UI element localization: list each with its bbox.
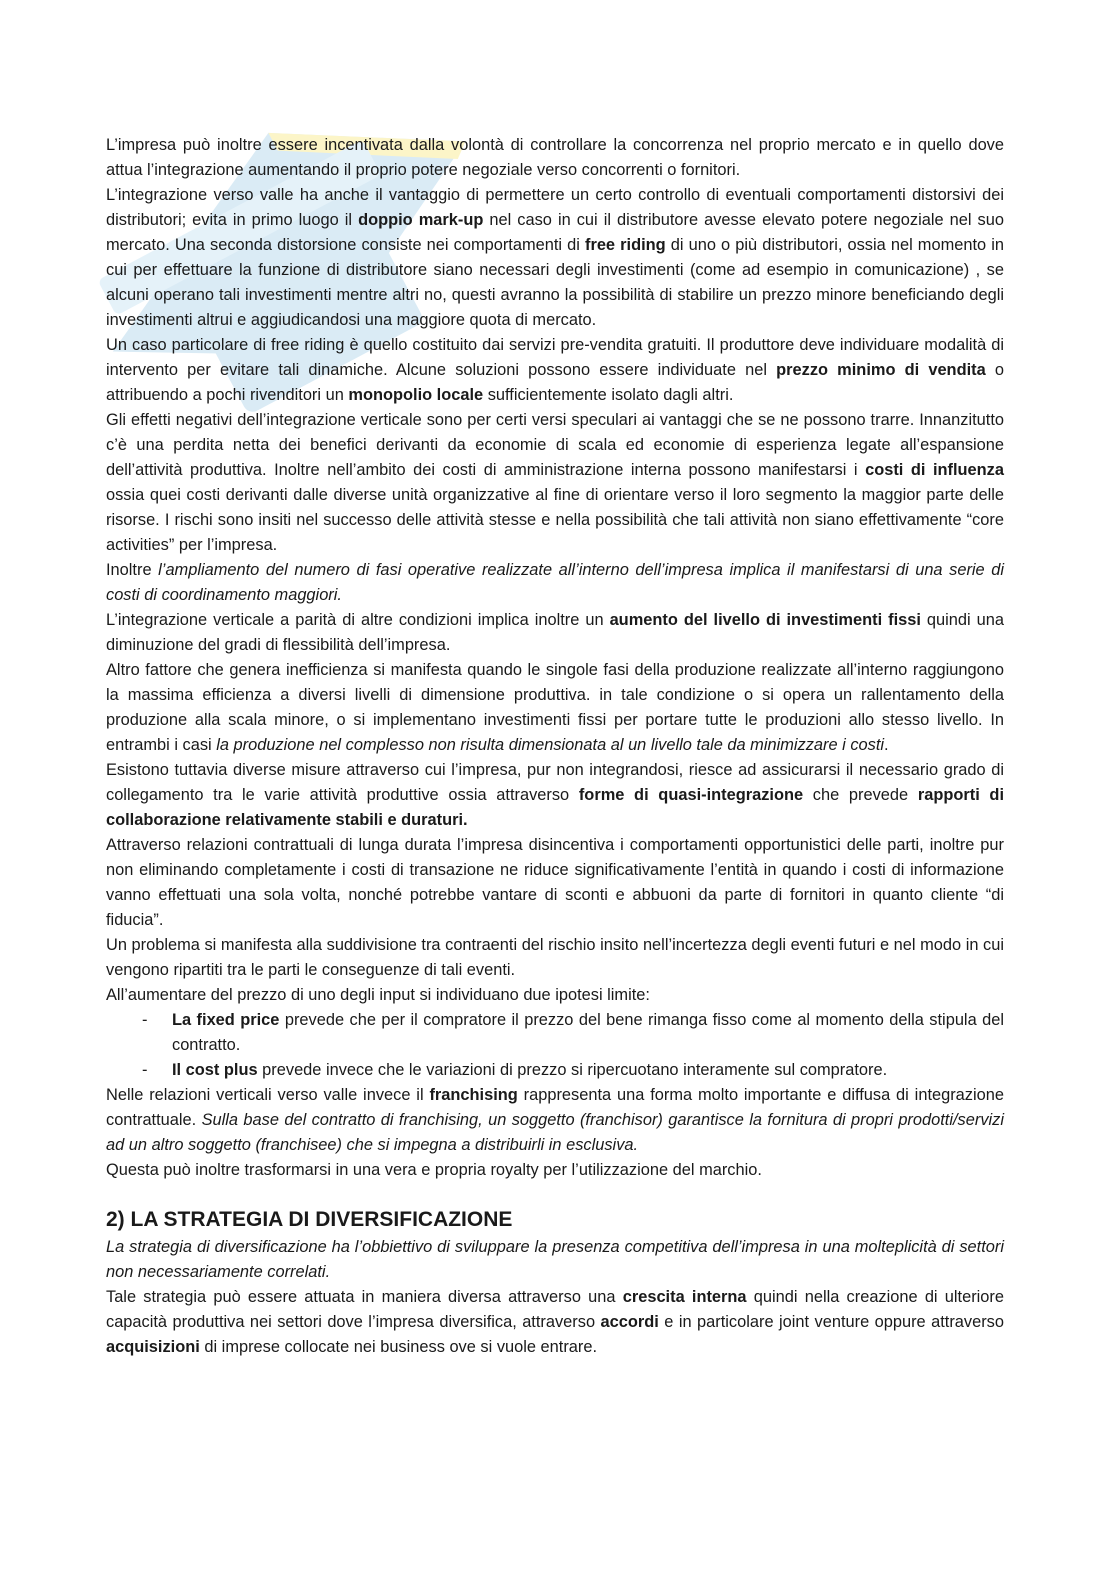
section-heading: 2) LA STRATEGIA DI DIVERSIFICAZIONE xyxy=(106,1208,513,1231)
paragraph xyxy=(106,183,1004,333)
text-run: . xyxy=(884,736,889,754)
paragraph xyxy=(106,1158,1004,1183)
document-page xyxy=(106,133,1004,1360)
text-run: quindi nella creazione di ulteriore capacità produttiva nei settori dove l’impresa diversifica, attraverso xyxy=(106,1288,1005,1331)
text-run: quindi una diminuzione del gradi di flessibilità dell’impresa. xyxy=(106,611,1004,654)
bullet-dash: - xyxy=(142,1011,148,1029)
text-run: prevede invece che le variazioni di prezzo si ripercuotano interamente sul compratore. xyxy=(257,1061,888,1079)
text-run: prevede che per il compratore il prezzo del bene rimanga fisso come al momento della stipula del contratto. xyxy=(172,1011,1004,1054)
text-run: Esistono tuttavia diverse misure attraverso cui l’impresa, pur non integrandosi, riesce ad assicurarsi il necessario grado di collegamento tra le varie attività produttive ossia attraverso xyxy=(106,761,1004,804)
italic-text: la produzione nel complesso non risulta dimensionata al un livello tale da minimizzare i costi xyxy=(216,736,885,754)
section-paragraphs xyxy=(106,1235,1004,1360)
paragraph xyxy=(106,1235,1004,1285)
list-item xyxy=(142,1008,1004,1058)
text-run: Tale strategia può essere attuata in maniera diversa attraverso una xyxy=(106,1288,623,1306)
text-run: rappresenta una forma molto importante e diffusa di integrazione contrattuale. xyxy=(106,1086,1004,1129)
bold-text: crescita interna xyxy=(622,1288,747,1306)
bold-text: rapporti di collaborazione relativamente stabili e duraturi. xyxy=(106,786,1004,829)
text-run: Questa può inoltre trasformarsi in una vera e propria royalty per l’utilizzazione del marchio. xyxy=(106,1161,762,1179)
text-run: All’aumentare del prezzo di uno degli input si individuano due ipotesi limite: xyxy=(106,986,650,1004)
paragraph xyxy=(106,408,1004,558)
text-run: nel caso in cui il distributore avesse elevato potere negoziale nel suo mercato. Una seconda distorsione consiste nei comportamenti di xyxy=(106,211,1004,254)
paragraph xyxy=(106,608,1004,658)
text-run: sufficientemente isolato dagli altri. xyxy=(483,386,734,404)
text-run: L’integrazione verso valle ha anche il vantaggio di permettere un certo controllo di eventuali comportamenti distorsivi dei distributori; evita in primo luogo il xyxy=(106,186,1004,229)
paragraph xyxy=(106,1083,1004,1158)
bold-text: doppio mark-up xyxy=(358,211,484,229)
text-run: L’impresa può inoltre essere incentivata dalla volontà di controllare la concorrenza nel proprio mercato e in quello dove attua l’integrazione aumentando il proprio potere negoziale verso concorrenti o fornitori. xyxy=(106,136,1004,179)
bold-text: forme di quasi-integrazione xyxy=(578,786,804,804)
bold-text: monopolio locale xyxy=(348,386,484,404)
after-bullets-paragraphs xyxy=(106,1083,1004,1183)
bold-text: prezzo minimo di vendita xyxy=(776,361,986,379)
text-run: Inoltre xyxy=(106,561,159,579)
text-run: Attraverso relazioni contrattuali di lunga durata l’impresa disincentiva i comportamenti opportunistici delle parti, inoltre pur non eliminando completamente i costi di transazione ne riduce significativamente l’entità in quando i costi di informazione vanno effettuati una sola volta, nonché potrebbe vantare di sconti e abbuoni da parte di fornitori in quanto cliente “di fiducia”. xyxy=(106,836,1004,929)
text-run: Un caso particolare di free riding è quello costituito dai servizi pre-vendita gratuiti. Il produttore deve individuare modalità di intervento per evitare tali dinamiche. Alcune soluzioni possono essere individuate nel xyxy=(106,336,1004,379)
text-run: Gli effetti negativi dell’integrazione verticale sono per certi versi speculari ai vantaggi che se ne possono trarre. Innanzitutto c’è una perdita netta dei benefici derivanti da economie di scala ed economie di esperienza legate all’espansione dell’attività produttiva. Inoltre nell’ambito dei costi di amministrazione interna possono manifestarsi i xyxy=(106,411,1004,479)
paragraph xyxy=(106,133,1004,183)
text-run: di uno o più distributori, ossia nel momento in cui per effettuare la funzione di distributore siano necessari degli investimenti (come ad esempio in comunicazione) , se alcuni operano tali investimenti mentre altri no, questi avranno la possibilità di stabilire un prezzo minore beneficiando degli investimenti altrui e aggiudicandosi una maggiore quota di mercato. xyxy=(106,236,1004,329)
bold-text: aumento del livello di investimenti fissi xyxy=(609,611,921,629)
bold-text: Il cost plus xyxy=(172,1061,258,1079)
paragraph xyxy=(106,983,1004,1008)
paragraph xyxy=(106,658,1004,758)
paragraph xyxy=(106,1285,1004,1360)
italic-text: Sulla base del contratto di franchising, un soggetto (franchisor) garantisce la fornitura di propri prodotti/servizi ad un altro soggetto (franchisee) che si impegna a distribuirli in esclusiva. xyxy=(106,1111,1004,1154)
text-run: Altro fattore che genera inefficienza si manifesta quando le singole fasi della produzione realizzate all’interno raggiungono la massima efficienza a diversi livelli di dimensione produttiva. in tale condizione o si opera un rallentamento della produzione alla scala minore, o si implementano investimenti fissi per portare tutte le produzioni allo stesso livello. In entrambi i casi xyxy=(106,661,1004,754)
text-run: ossia quei costi derivanti dalle diverse unità organizzative al fine di orientare verso il loro segmento la maggior parte delle risorse. I rischi sono insiti nel successo delle attività stesse e nella possibilità che tali attività non siano effettivamente “core activities” per l’impresa. xyxy=(106,486,1004,554)
bold-text: costi di influenza xyxy=(865,461,1004,479)
bold-text: acquisizioni xyxy=(106,1338,200,1356)
text-run: che prevede xyxy=(803,786,918,804)
paragraph xyxy=(106,333,1004,408)
bold-text: La fixed price xyxy=(172,1011,280,1029)
text-run: e in particolare joint venture oppure attraverso xyxy=(658,1313,1004,1331)
list-item xyxy=(142,1058,1004,1083)
text-run: Un problema si manifesta alla suddivisione tra contraenti del rischio insito nell’incertezza degli eventi futuri e nel modo in cui vengono ripartiti tra le parti le conseguenze di tali eventi. xyxy=(106,936,1004,979)
text-run: di imprese collocate nei business ove si vuole entrare. xyxy=(199,1338,598,1356)
text-run: L’integrazione verticale a parità di altre condizioni implica inoltre un xyxy=(106,611,610,629)
bold-text: franchising xyxy=(429,1086,518,1104)
paragraph xyxy=(106,558,1004,608)
bullet-list xyxy=(106,1008,1004,1083)
text-run: Nelle relazioni verticali verso valle invece il xyxy=(106,1086,430,1104)
paragraph xyxy=(106,758,1004,833)
bold-text: accordi xyxy=(600,1313,659,1331)
bullet-dash: - xyxy=(142,1061,148,1079)
bold-text: free riding xyxy=(584,236,666,254)
italic-text: l’ampliamento del numero di fasi operative realizzate all’interno dell’impresa implica il manifestarsi di una serie di costi di coordinamento maggiori. xyxy=(106,561,1005,604)
text-run: o attribuendo a pochi rivenditori un xyxy=(106,361,1004,404)
paragraph xyxy=(106,833,1004,933)
italic-text: La strategia di diversificazione ha l’obbiettivo di sviluppare la presenza competitiva dell’impresa in una molteplicità di settori non necessariamente correlati. xyxy=(106,1238,1004,1281)
body-paragraphs xyxy=(106,133,1004,1008)
paragraph xyxy=(106,933,1004,983)
